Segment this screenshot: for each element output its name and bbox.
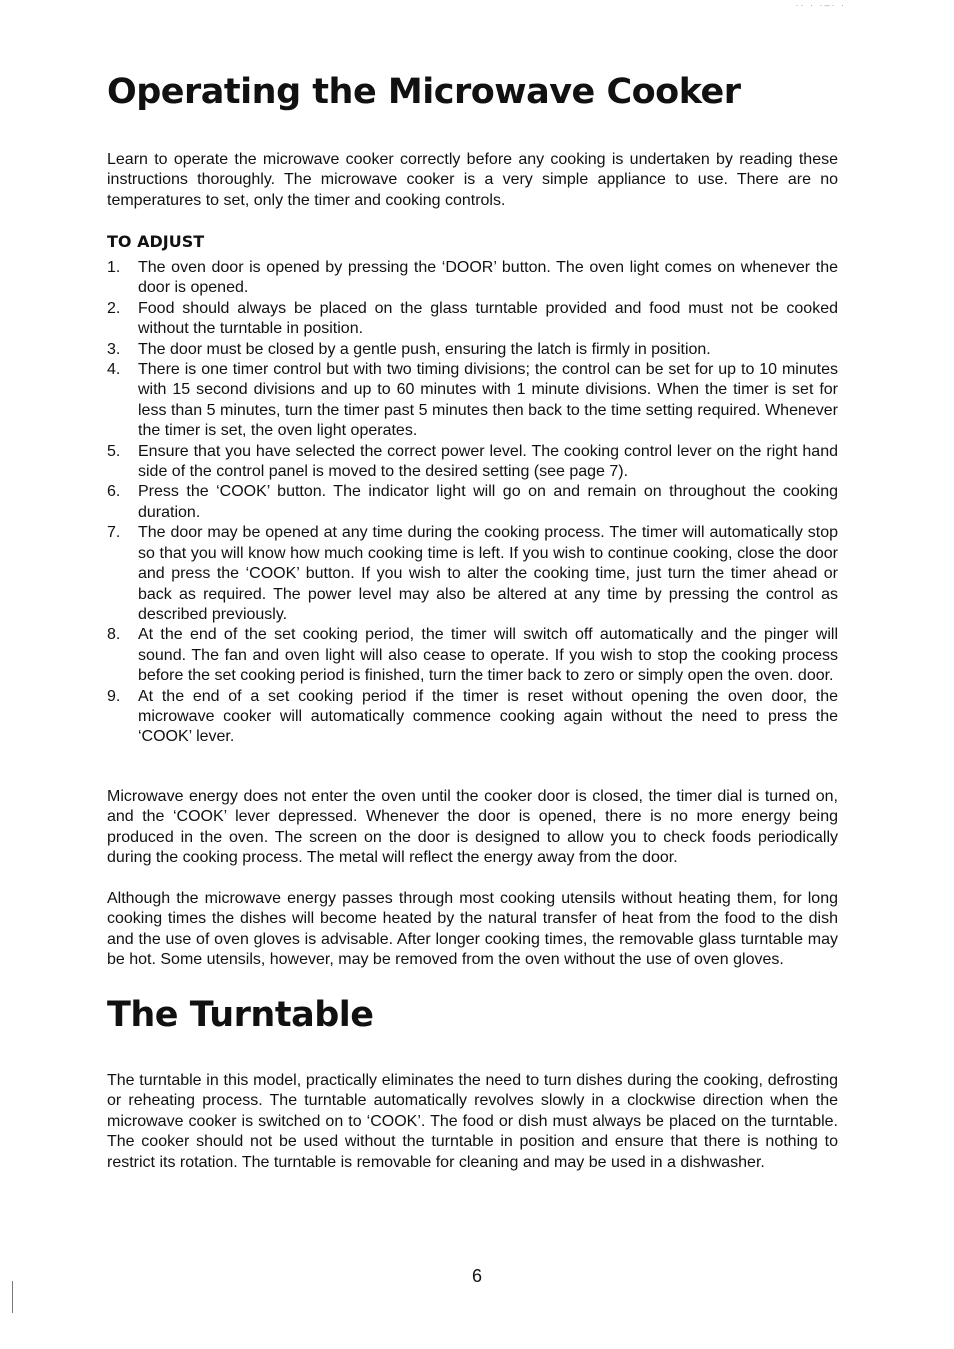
list-item: [107, 687, 838, 748]
step-number: 7.: [107, 524, 121, 542]
list-item: [107, 340, 838, 360]
list-item: [107, 523, 838, 625]
adjust-steps-list: [107, 258, 838, 748]
intro-paragraph: Learn to operate the microwave cooker correctly before any cooking is undertaken by reading these instructions thoroughly. The microwave cooker is a very simple appliance to use. There are no temperatures to set, only the timer and cooking controls.: [107, 151, 838, 209]
list-item: [107, 442, 838, 483]
list-item: [107, 360, 838, 442]
margin-line: [12, 1281, 13, 1313]
step-number: 3.: [107, 340, 121, 358]
energy-paragraph-1: Microwave energy does not enter the oven until the cooker door is closed, the timer dial is turned on, and the ‘COOK’ lever depressed. Whenever the door is opened, there is no more energy being produced in the oven. The screen on the door is designed to allow you to check foods periodically during the cooking process. The metal will reflect the energy away from the door.: [107, 788, 838, 867]
step-number: 6.: [107, 483, 121, 501]
step-text: The door may be opened at any time during the cooking process. The timer will automatically stop so that you will know how much cooking time is left. If you wish to continue cooking, close the door and press the ‘COOK’ button. If you wish to alter the cooking time, just turn the timer ahead or back as required. The power level may also be altered at any time by pressing the control as described previously.: [138, 524, 838, 623]
corner-marks: ·· · ·–· ·: [795, 0, 846, 10]
section-title-turntable: The Turntable: [107, 995, 374, 1035]
subheading-to-adjust: TO ADJUST: [107, 232, 205, 251]
step-text: At the end of a set cooking period if the timer is reset without opening the oven door, the microwave cooker will automatically commence cooking again without the need to press the ‘COOK’ lever.: [138, 687, 838, 746]
step-text: The door must be closed by a gentle push, ensuring the latch is firmly in position.: [138, 340, 711, 358]
step-number: 1.: [107, 259, 121, 276]
step-text: Food should always be placed on the glass turntable provided and food must not be cooked without the turntable in position.: [138, 299, 838, 338]
list-item: [107, 625, 838, 686]
page-number: 6: [471, 1266, 482, 1286]
turntable-paragraph: The turntable in this model, practically eliminates the need to turn dishes during the cooking, defrosting or reheating process. The turntable automatically revolves slowly in a clockwise direction when the microwave cooker is switched on to ‘COOK’. The food or dish must always be placed on the turntable. The cooker should not be used without the turntable in position and ensure that there is nothing to restrict its rotation. The turntable is removable for cleaning and may be used in a dishwasher.: [107, 1072, 838, 1171]
step-number: 9.: [107, 687, 121, 705]
step-number: 4.: [107, 361, 121, 379]
step-text: The oven door is opened by pressing the ‘DOOR’ button. The oven light comes on whenever the door is opened.: [138, 259, 838, 297]
list-item: [107, 258, 838, 299]
step-text: There is one timer control but with two timing divisions; the control can be set for up to 10 minutes with 15 second divisions and up to 60 minutes with 1 minute divisions. When the timer is set for less than 5 minutes, turn the timer past 5 minutes then back to the time setting required. Whenever the timer is set, the oven light operates.: [138, 361, 838, 440]
step-number: 8.: [107, 626, 121, 644]
list-item: [107, 299, 838, 340]
list-item: [107, 482, 838, 523]
section-title-operating: Operating the Microwave Cooker: [107, 72, 741, 112]
step-text: Ensure that you have selected the correct power level. The cooking control lever on the right hand side of the control panel is moved to the desired setting (see page 7).: [138, 442, 838, 481]
step-text: At the end of the set cooking period, the timer will switch off automatically and the pinger will sound. The fan and oven light will also cease to operate. If you wish to stop the cooking process before the set cooking period is finished, turn the timer back to zero or simply open the oven. door.: [138, 626, 838, 685]
step-number: 2.: [107, 299, 121, 317]
step-number: 5.: [107, 442, 121, 460]
energy-paragraph-2: Although the microwave energy passes through most cooking utensils without heating them, for long cooking times the dishes will become heated by the natural transfer of heat from the food to the dish and the use of oven gloves is advisable. After longer cooking times, the removable glass turntable may be hot. Some utensils, however, may be removed from the oven without the use of oven gloves.: [107, 890, 838, 969]
step-text: Press the ‘COOK’ button. The indicator light will go on and remain on throughout the cooking duration.: [138, 483, 838, 521]
